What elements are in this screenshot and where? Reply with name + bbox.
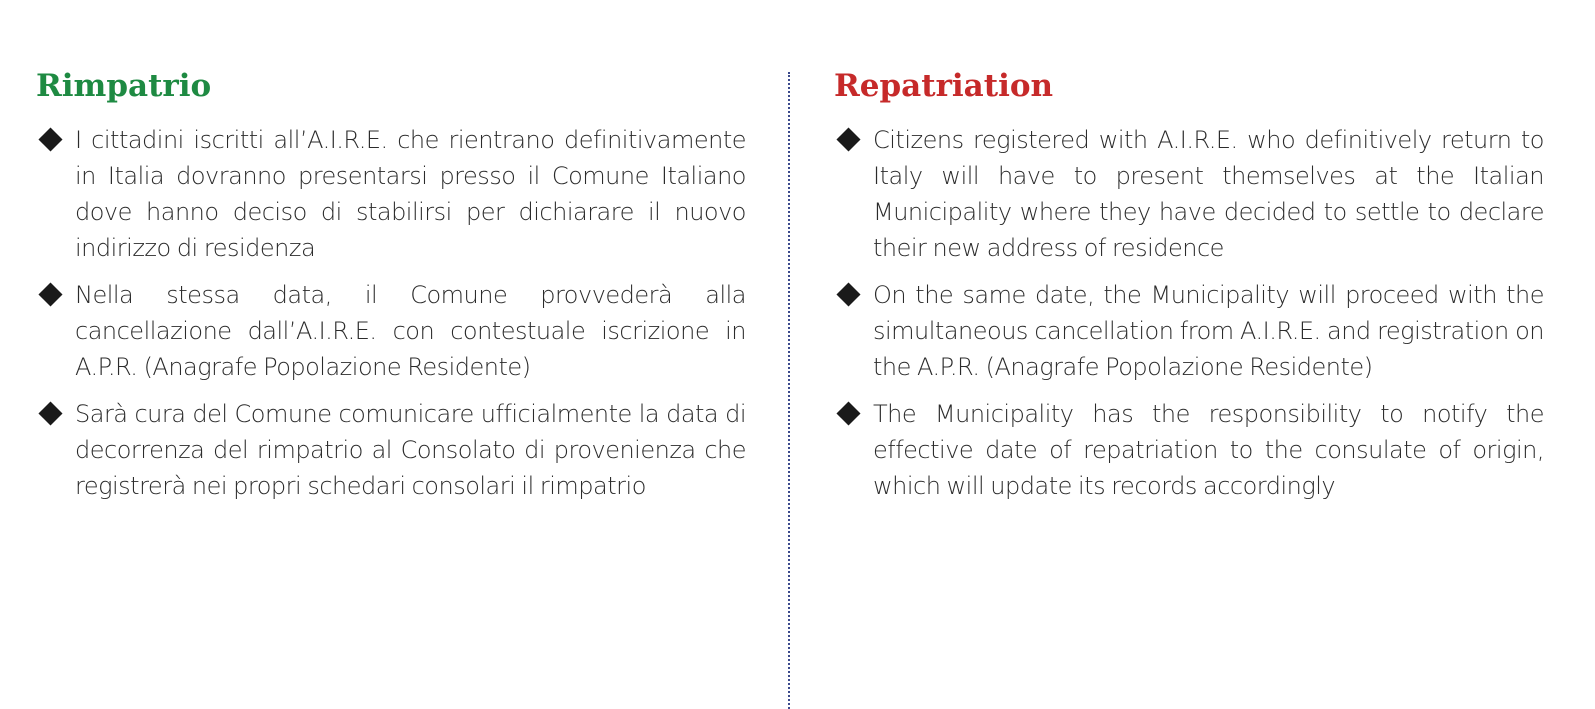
english-column <box>834 62 1544 515</box>
diamond-icon <box>836 401 860 425</box>
bullet-text: Citizens registered with A.I.R.E. who definitively return to Italy will have to present themselves at the Italian Municipality where they have decided to settle to declare their new address of residence <box>873 126 1544 262</box>
diamond-icon <box>38 401 62 425</box>
diamond-icon <box>38 127 62 151</box>
diamond-icon <box>38 282 62 306</box>
english-bullet-item <box>834 396 1544 504</box>
italian-heading: Rimpatrio <box>36 68 212 104</box>
english-heading: Repatriation <box>834 68 1054 104</box>
italian-bullet-item <box>36 277 746 385</box>
bullet-text: On the same date, the Municipality will proceed with the simultaneous cancellation from A.I.R.E. and registration on the A.P.R. (Anagrafe Popolazione Residente) <box>873 281 1544 381</box>
italian-bullet-list <box>36 122 746 504</box>
diamond-icon <box>836 282 860 306</box>
diamond-icon <box>836 127 860 151</box>
bullet-text: Sarà cura del Comune comunicare ufficialmente la data di decorrenza del rimpatrio al Consolato di provenienza che registrerà nei propri schedari consolari il rimpatrio <box>75 400 746 500</box>
italian-bullet-item <box>36 122 746 266</box>
bullet-text: Nella stessa data, il Comune provvederà alla cancellazione dall’A.I.R.E. con contestuale iscrizione in A.P.R. (Anagrafe Popolazione Residente) <box>75 281 746 381</box>
english-bullet-list <box>834 122 1544 504</box>
english-bullet-item <box>834 122 1544 266</box>
bullet-text: The Municipality has the responsibility to notify the effective date of repatriation to the consulate of origin, which will update its records accordingly <box>873 400 1544 500</box>
italian-column <box>36 62 746 515</box>
italian-bullet-item <box>36 396 746 504</box>
english-bullet-item <box>834 277 1544 385</box>
bullet-text: I cittadini iscritti all’A.I.R.E. che rientrano definitivamente in Italia dovranno presentarsi presso il Comune Italiano dove hanno deciso di stabilirsi per dichiarare il nuovo indirizzo di residenza <box>75 126 746 262</box>
column-divider <box>788 72 790 709</box>
